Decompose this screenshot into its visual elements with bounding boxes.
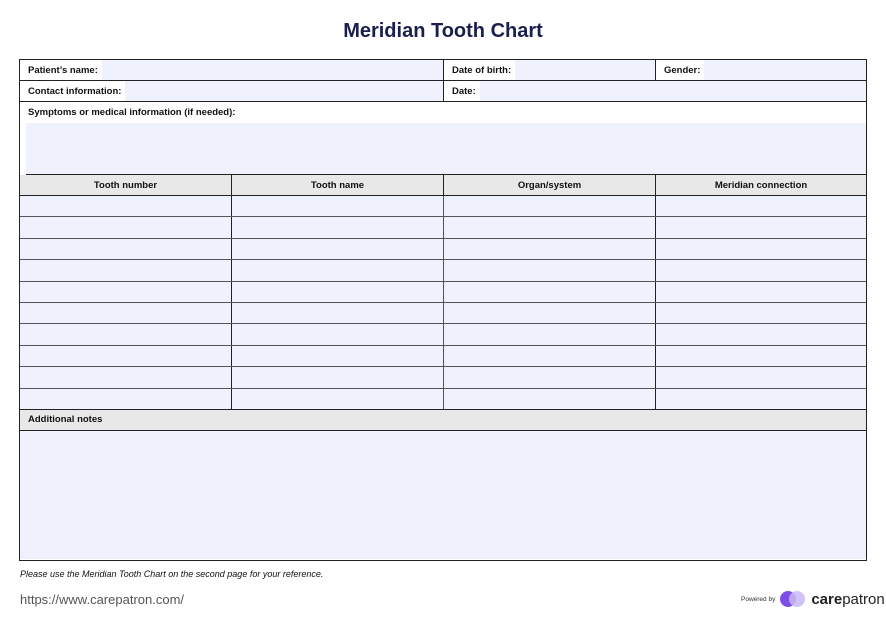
- table-cell[interactable]: [232, 282, 444, 302]
- table-cell[interactable]: [444, 303, 656, 323]
- header-tooth-name: Tooth name: [232, 175, 444, 195]
- header-meridian-connection: Meridian connection: [656, 175, 866, 195]
- patient-name-input[interactable]: [102, 60, 443, 80]
- date-input[interactable]: [480, 81, 866, 101]
- symptoms-input[interactable]: [26, 123, 866, 175]
- symptoms-label: Symptoms or medical information (if needed):: [20, 102, 239, 123]
- patient-name-cell: [20, 60, 444, 80]
- table-cell[interactable]: [232, 239, 444, 259]
- table-row: [20, 367, 866, 388]
- table-cell[interactable]: [656, 367, 866, 387]
- table-cell[interactable]: [656, 217, 866, 237]
- contact-label: Contact information:: [20, 81, 125, 101]
- table-cell[interactable]: [444, 217, 656, 237]
- table-cell[interactable]: [656, 346, 866, 366]
- header-organ-system: Organ/system: [444, 175, 656, 195]
- table-cell[interactable]: [656, 303, 866, 323]
- table-row: [20, 260, 866, 281]
- table-row: [20, 324, 866, 345]
- table-cell[interactable]: [656, 196, 866, 216]
- notes-label: Additional notes: [20, 410, 866, 431]
- header-tooth-number: Tooth number: [20, 175, 232, 195]
- chart-form: [19, 59, 867, 561]
- table-cell[interactable]: [20, 346, 232, 366]
- table-cell[interactable]: [444, 324, 656, 344]
- dob-input[interactable]: [515, 60, 655, 80]
- table-cell[interactable]: [20, 260, 232, 280]
- table-cell[interactable]: [232, 346, 444, 366]
- table-row: [20, 389, 866, 410]
- table-cell[interactable]: [232, 196, 444, 216]
- table-row: [20, 303, 866, 324]
- table-cell[interactable]: [444, 346, 656, 366]
- table-cell[interactable]: [20, 282, 232, 302]
- table-cell[interactable]: [444, 260, 656, 280]
- page-title: Meridian Tooth Chart: [343, 20, 543, 42]
- powered-by: [741, 590, 885, 608]
- table-cell[interactable]: [444, 282, 656, 302]
- notes-input[interactable]: [20, 431, 866, 559]
- table-row: [20, 217, 866, 238]
- table-cell[interactable]: [20, 367, 232, 387]
- table-cell[interactable]: [232, 367, 444, 387]
- table-cell[interactable]: [232, 303, 444, 323]
- table-cell[interactable]: [232, 260, 444, 280]
- table-cell[interactable]: [20, 303, 232, 323]
- table-cell[interactable]: [20, 217, 232, 237]
- table-cell[interactable]: [232, 324, 444, 344]
- date-label: Date:: [444, 81, 480, 101]
- table-cell[interactable]: [656, 389, 866, 409]
- contact-input[interactable]: [125, 81, 443, 101]
- footer-note: Please use the Meridian Tooth Chart on the second page for your reference.: [20, 569, 324, 579]
- table-cell[interactable]: [20, 389, 232, 409]
- table-cell[interactable]: [20, 239, 232, 259]
- table-cell[interactable]: [444, 196, 656, 216]
- table-cell[interactable]: [232, 389, 444, 409]
- carepatron-logo-icon: [780, 590, 806, 608]
- table-cell[interactable]: [656, 260, 866, 280]
- table-cell[interactable]: [444, 239, 656, 259]
- dob-label: Date of birth:: [444, 60, 515, 80]
- table-cell[interactable]: [20, 324, 232, 344]
- table-row: [20, 346, 866, 367]
- gender-label: Gender:: [656, 60, 704, 80]
- table-cell[interactable]: [444, 367, 656, 387]
- table-cell[interactable]: [656, 282, 866, 302]
- table-cell[interactable]: [232, 217, 444, 237]
- table-body: [20, 196, 866, 410]
- brand-name: carepatron: [811, 590, 885, 608]
- table-row: [20, 239, 866, 260]
- gender-input[interactable]: [704, 60, 866, 80]
- table-cell[interactable]: [656, 239, 866, 259]
- patient-name-label: Patient’s name:: [20, 60, 102, 80]
- website-link[interactable]: https://www.carepatron.com/: [20, 592, 185, 607]
- powered-by-label: Powered by: [741, 595, 776, 603]
- table-cell[interactable]: [656, 324, 866, 344]
- table-cell[interactable]: [444, 389, 656, 409]
- table-row: [20, 282, 866, 303]
- table-cell[interactable]: [20, 196, 232, 216]
- table-row: [20, 196, 866, 217]
